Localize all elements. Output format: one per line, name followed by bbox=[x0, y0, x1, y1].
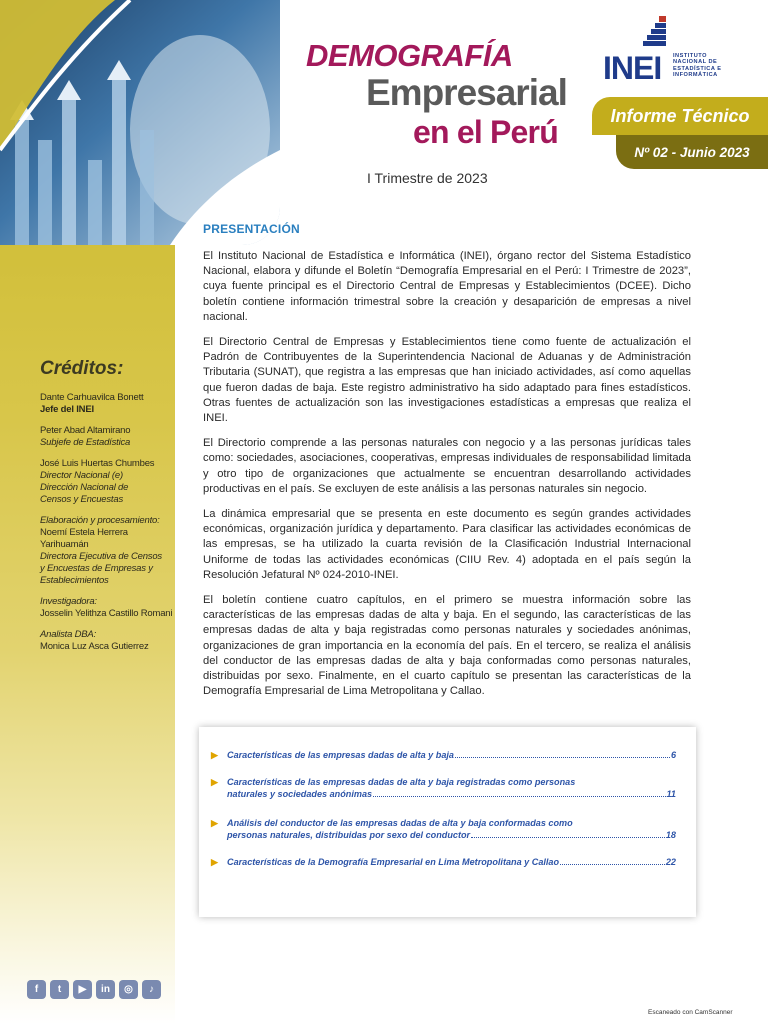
section-title: PRESENTACIÓN bbox=[203, 222, 300, 236]
toc-page-number: 18 bbox=[665, 830, 676, 840]
credit-heading: Investigadora: bbox=[40, 596, 97, 607]
triangle-bullet-icon: ▶ bbox=[211, 777, 218, 787]
business-growth-illustration bbox=[0, 0, 280, 245]
tiktok-icon[interactable]: ♪ bbox=[142, 980, 161, 999]
inei-logo bbox=[603, 14, 763, 84]
logo-subtext-line: INSTITUTO bbox=[673, 53, 707, 59]
paragraph: El Directorio Central de Empresas y Establecimientos tiene como fuente de actualización el Padrón de Contribuyentes de la Superintendencia Nacional de Aduanas y de Administración Tributaria (SUNAT), que registra a las empresas que han iniciado actividades, así como aquellas que fueron dadas de baja. Este registro administrativo ha sido adaptado para fines estadísticos. Otras fuentes de actualización son las investigaciones estadísticas a empresas que realiza el INEI. bbox=[203, 336, 691, 425]
paragraph: La dinámica empresarial que se presenta en este documento es según grandes actividades económicas, organización jurídica y departamento. Para clasificar las actividades económicas de las empresas, se ha utilizado la cuarta revisión de la Clasificación Industrial Internacional Uniforme de todas las actividades económicas (CIIU Rev. 4) adoptada en el país según la Resolución Jefatural Nº 024-2010-INEI. bbox=[203, 508, 691, 581]
paragraph: El Directorio comprende a las personas naturales con negocio y a las personas jurídicas tales como: sociedades, asociaciones, cooperativas, empresas individuales de responsabilidad limitada y otro tipo de organizaciones que actualmente se encuentran desarrollando actividades productivas en el país. Se excluyen de este análisis a las personas naturales sin negocio. bbox=[203, 437, 691, 495]
paragraph: El boletín contiene cuatro capítulos, en el primero se muestra información sobre las características de las empresas dadas de alta y baja. En el segundo, las características de las empresas dadas de alta y baja registradas como personas naturales y sociedades anónimas, organizaciones de gran importancia en la economía del país. En el tercero, se realiza el análisis del conductor de las empresas dadas de alta y baja conformadas como personas naturales, distribuidas por sexo. Finalmente, en el cuarto capítulo se presentan las características de la Demografía Empresarial de Lima Metropolitana y Callao. bbox=[203, 594, 691, 698]
credit-block bbox=[40, 392, 180, 416]
title-line-3: en el Perú bbox=[413, 114, 558, 150]
credit-role: Establecimientos bbox=[40, 575, 109, 586]
credit-name: José Luis Huertas Chumbes bbox=[40, 458, 155, 469]
toc-item-title: Características de las empresas dadas de alta y baja bbox=[227, 750, 454, 760]
credit-name: Peter Abad Altamirano bbox=[40, 425, 131, 436]
credit-heading: Elaboración y procesamiento: bbox=[40, 515, 160, 526]
toc-item[interactable] bbox=[211, 817, 676, 841]
title-line-2: Empresarial bbox=[366, 72, 567, 113]
credit-name: Josselin Yelithza Castillo Romani bbox=[40, 608, 173, 619]
logo-subtext-line: NACIONAL DE bbox=[673, 59, 718, 66]
linkedin-icon[interactable]: in bbox=[96, 980, 115, 999]
credits-title: Créditos: bbox=[40, 358, 124, 379]
credit-role: Jefe del INEI bbox=[40, 404, 94, 415]
twitter-icon[interactable]: t bbox=[50, 980, 69, 999]
inei-logo-mark-icon bbox=[642, 16, 668, 50]
credit-block bbox=[40, 458, 180, 506]
paragraph: El Instituto Nacional de Estadística e Informática (INEI), órgano rector del Sistema Estadístico Nacional, elabora y difunde el Boletín “Demografía Empresarial en el Perú: I Trimestre de 2023”, cuya fuente principal es el Directorio Central de Empresas y Establecimientos (DCEE). Dicho boletín contiene información trimestral sobre la creación y desaparición de empresas a nivel nacional. bbox=[203, 250, 691, 323]
credit-block bbox=[40, 425, 180, 449]
inei-wordmark: INEI bbox=[603, 50, 662, 86]
credit-role: Dirección Nacional de bbox=[40, 482, 129, 493]
cover-hero-image bbox=[0, 0, 280, 245]
triangle-bullet-icon: ▶ bbox=[211, 857, 218, 867]
scanner-watermark: Escaneado con CamScanner bbox=[648, 1009, 733, 1016]
triangle-bullet-icon: ▶ bbox=[211, 750, 218, 760]
leader-dots bbox=[560, 864, 665, 865]
credit-name: Dante Carhuavilca Bonett bbox=[40, 392, 144, 403]
title-line-1: DEMOGRAFÍA bbox=[306, 38, 513, 73]
youtube-icon[interactable]: ▶ bbox=[73, 980, 92, 999]
leader-dots bbox=[471, 837, 665, 838]
social-links bbox=[27, 980, 161, 999]
report-period: I Trimestre de 2023 bbox=[367, 170, 488, 186]
report-type-banner: Informe Técnico bbox=[592, 97, 768, 135]
toc-item-title: Características de la Demografía Empresarial en Lima Metropolitana y Callao bbox=[227, 857, 560, 867]
credit-heading: Analista DBA: bbox=[40, 629, 97, 640]
facebook-icon[interactable]: f bbox=[27, 980, 46, 999]
credit-name: Yarihuamán bbox=[40, 539, 89, 550]
toc-item[interactable] bbox=[211, 749, 676, 761]
toc-item-title: Análisis del conductor de las empresas dadas de alta y baja conformadas como bbox=[227, 818, 573, 828]
toc-page-number: 11 bbox=[666, 789, 676, 799]
credit-name: Noemí Estela Herrera bbox=[40, 527, 128, 538]
toc-item[interactable] bbox=[211, 856, 676, 868]
triangle-bullet-icon: ▶ bbox=[211, 818, 218, 828]
toc-page-number: 22 bbox=[665, 857, 676, 867]
leader-dots bbox=[455, 757, 670, 758]
inei-logo-subtext bbox=[673, 53, 743, 78]
left-sidebar bbox=[0, 0, 175, 1024]
credit-role: y Encuestas de Empresas y bbox=[40, 563, 153, 574]
credit-role: Director Nacional (e) bbox=[40, 470, 123, 481]
toc-item-title: naturales y sociedades anónimas bbox=[227, 789, 373, 799]
credit-name: Monica Luz Asca Gutierrez bbox=[40, 641, 149, 652]
toc-item-title: personas naturales, distribuidas por sexo del conductor bbox=[227, 830, 471, 840]
toc-page-number: 6 bbox=[670, 750, 676, 760]
credit-block bbox=[40, 629, 180, 653]
credit-block bbox=[40, 596, 180, 620]
credit-role: Directora Ejecutiva de Censos bbox=[40, 551, 162, 562]
toc-item[interactable] bbox=[211, 776, 676, 800]
leader-dots bbox=[373, 796, 665, 797]
credits-panel bbox=[40, 358, 180, 662]
toc-item-title: Características de las empresas dadas de alta y baja registradas como personas bbox=[227, 777, 576, 787]
issue-banner: Nº 02 - Junio 2023 bbox=[616, 135, 768, 169]
credit-block bbox=[40, 515, 180, 587]
logo-subtext-line: INFORMÁTICA bbox=[673, 71, 718, 78]
credit-role: Subjefe de Estadística bbox=[40, 437, 131, 448]
instagram-icon[interactable]: ◎ bbox=[119, 980, 138, 999]
presentation-body bbox=[203, 249, 691, 709]
logo-subtext-line: ESTADÍSTICA E bbox=[673, 65, 722, 72]
table-of-contents bbox=[199, 727, 696, 917]
credit-role: Censos y Encuestas bbox=[40, 494, 123, 505]
